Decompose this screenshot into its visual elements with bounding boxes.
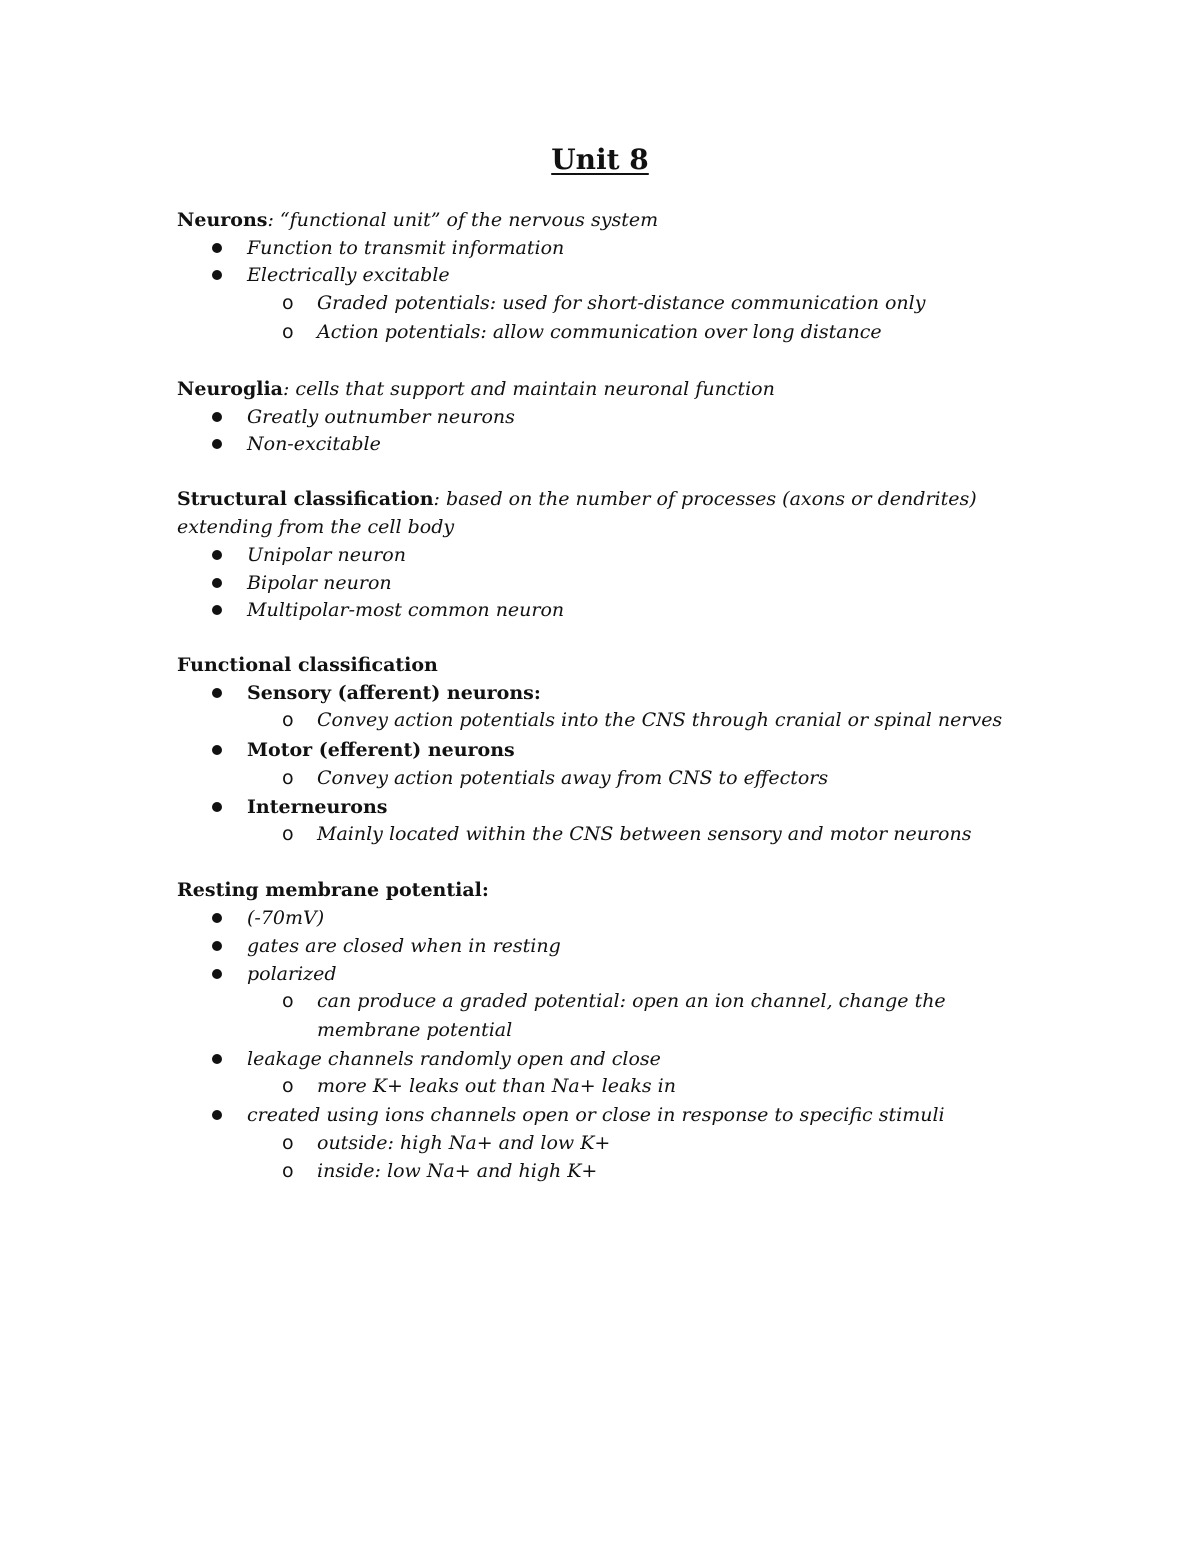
sub-list-item: more K+ leaks out than Na+ leaks in <box>317 1075 676 1097</box>
list-item: Sensory (afferent) neurons: <box>247 682 541 704</box>
bullet-icon <box>212 412 222 422</box>
bullet-icon <box>212 439 222 449</box>
list-item: Interneurons <box>247 796 388 818</box>
neuroglia-term: Neuroglia <box>177 378 283 400</box>
functional-heading: Functional classification <box>177 654 438 676</box>
sub-list-item: inside: low Na+ and high K+ <box>317 1160 598 1182</box>
bullet-icon <box>212 941 222 951</box>
structural-term: Structural classification <box>177 488 434 510</box>
bullet-icon <box>212 605 222 615</box>
sub-list-item-continued: membrane potential <box>317 1019 513 1041</box>
list-item: polarized <box>247 963 337 985</box>
sub-list-item: Graded potentials: used for short-distance communication only <box>317 292 926 314</box>
list-item: Non-excitable <box>247 433 381 455</box>
list-item: Electrically excitable <box>247 264 450 286</box>
circle-bullet-icon: o <box>282 767 294 789</box>
neurons-definition: : “functional unit” of the nervous system <box>267 209 659 231</box>
bullet-icon <box>212 802 222 812</box>
circle-bullet-icon: o <box>282 1160 294 1182</box>
sub-list-item: Convey action potentials away from CNS to effectors <box>317 767 829 789</box>
bullet-icon <box>212 745 222 755</box>
bullet-icon <box>212 913 222 923</box>
bullet-icon <box>212 270 222 280</box>
neurons-heading <box>177 206 658 234</box>
list-item: created using ions channels open or close in response to specific stimuli <box>247 1104 945 1126</box>
bullet-icon <box>212 1054 222 1064</box>
sub-list-item: can produce a graded potential: open an ion channel, change the <box>317 990 946 1012</box>
page-title: Unit 8 <box>551 143 649 176</box>
sub-list-item: outside: high Na+ and low K+ <box>317 1132 611 1154</box>
circle-bullet-icon: o <box>282 1075 294 1097</box>
list-item: Motor (efferent) neurons <box>247 739 515 761</box>
structural-definition: : based on the number of processes (axons or dendrites) <box>433 488 977 510</box>
list-item: leakage channels randomly open and close <box>247 1048 661 1070</box>
circle-bullet-icon: o <box>282 292 294 314</box>
circle-bullet-icon: o <box>282 1132 294 1154</box>
circle-bullet-icon: o <box>282 823 294 845</box>
bullet-icon <box>212 1110 222 1120</box>
bullet-icon <box>212 969 222 979</box>
sub-list-item: Action potentials: allow communication over long distance <box>317 321 882 343</box>
resting-heading: Resting membrane potential: <box>177 879 489 901</box>
circle-bullet-icon: o <box>282 321 294 343</box>
bullet-icon <box>212 688 222 698</box>
sub-list-item: Mainly located within the CNS between sensory and motor neurons <box>317 823 972 845</box>
sub-list-item: Convey action potentials into the CNS through cranial or spinal nerves <box>317 709 1003 731</box>
structural-definition-continued: extending from the cell body <box>177 516 455 538</box>
list-item: Bipolar neuron <box>247 572 392 594</box>
list-item: Function to transmit information <box>247 237 565 259</box>
bullet-icon <box>212 243 222 253</box>
structural-heading <box>177 485 977 513</box>
bullet-icon <box>212 550 222 560</box>
circle-bullet-icon: o <box>282 709 294 731</box>
list-item: gates are closed when in resting <box>247 935 561 957</box>
circle-bullet-icon: o <box>282 990 294 1012</box>
neuroglia-heading <box>177 375 775 403</box>
list-item: Unipolar neuron <box>247 544 406 566</box>
bullet-icon <box>212 578 222 588</box>
neuroglia-definition: : cells that support and maintain neuronal function <box>282 378 775 400</box>
list-item: Greatly outnumber neurons <box>247 406 515 428</box>
list-item: (-70mV) <box>247 907 325 929</box>
list-item: Multipolar-most common neuron <box>247 599 565 621</box>
neurons-term: Neurons <box>177 209 268 231</box>
